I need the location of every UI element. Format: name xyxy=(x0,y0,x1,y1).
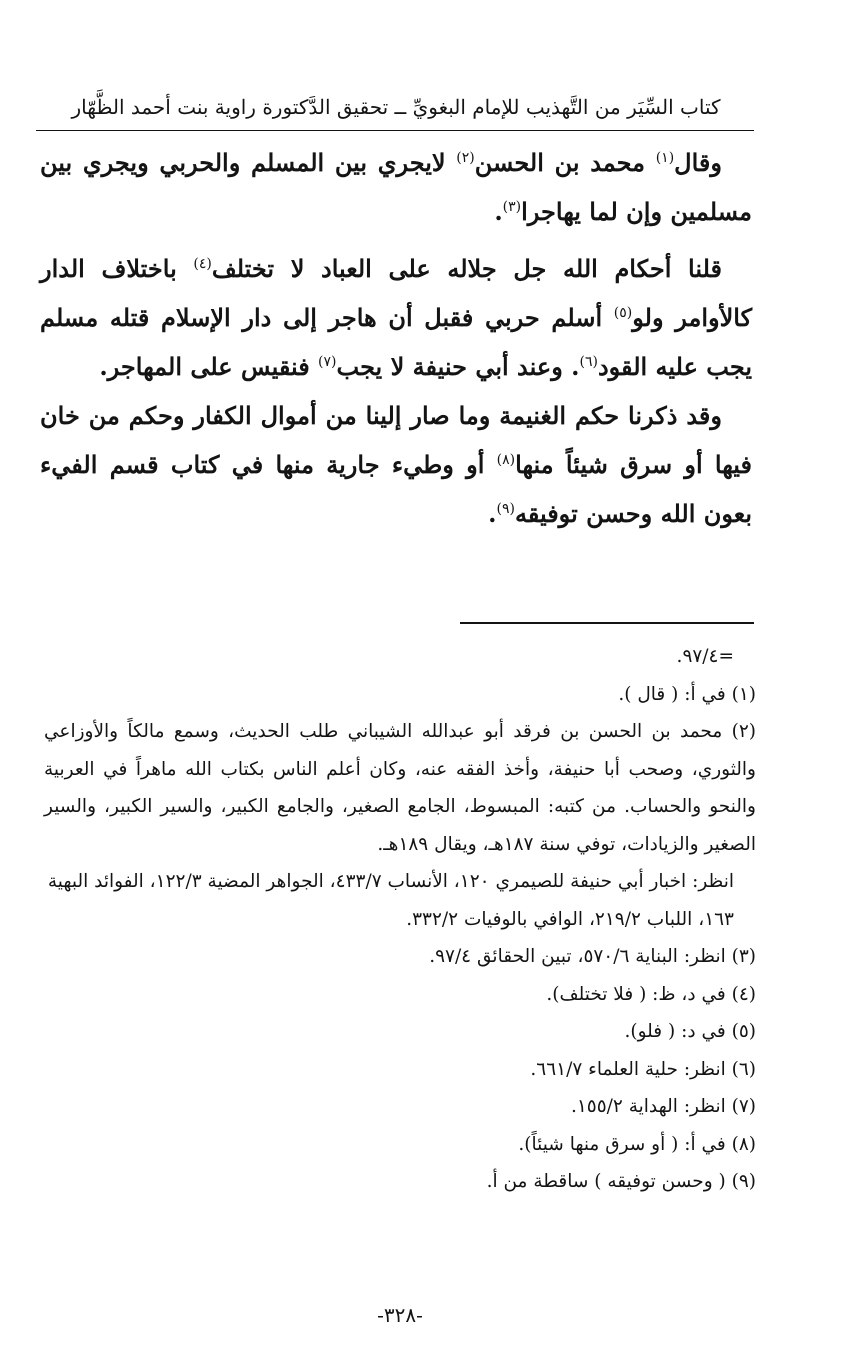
footnote-2: (٢) محمد بن الحسن بن فرقد أبو عبدالله الشيباني طلب الحديث، وسمع مالكاً والأوزاعي والثوري، وصحب أبا حنيفة، وأخذ الفقه عنه، وكان أعلم الناس بكتاب الله ماهراً في العربية والنحو والحساب. من كتبه: المبسوط، الجامع الصغير، والجامع الكبير، والسير الكبير، والسير الصغير والزيادات، توفي سنة ١٨٧هـ، ويقال ١٨٩هـ. xyxy=(44,721,756,855)
paragraph-3 xyxy=(40,391,752,538)
text-run: محمد بن الحسن xyxy=(474,148,656,177)
footnote-ref-6: (٦) xyxy=(579,354,598,370)
text-run: فنقيس على المهاجر. xyxy=(99,352,319,381)
text-run: قلنا أحكام الله جل جلاله على العباد لا تختلف xyxy=(211,254,722,283)
page-number: -٣٢٨- xyxy=(377,1303,423,1327)
footnote-ref-4: (٤) xyxy=(193,256,212,272)
text-run: باختلاف الدار كالأوامر ولو xyxy=(40,254,752,332)
footnote-ref-7: (٧) xyxy=(318,354,337,370)
footnote-6: (٦) انظر: حلية العلماء ٦٦١/٧. xyxy=(530,1058,756,1080)
footnote-ref-1: (١) xyxy=(655,150,675,166)
footnote-1: (١) في أ: ( قال ). xyxy=(618,683,756,705)
footnote-3: (٣) انظر: البناية ٥٧٠/٦، تبين الحقائق ٩٧/٤. xyxy=(429,946,756,967)
footnote-ref-9: (٩) xyxy=(496,501,515,517)
footnote-ref-2: (٢) xyxy=(456,150,475,166)
header-divider xyxy=(36,130,754,131)
paragraph-1 xyxy=(40,138,752,236)
footnote-ref-3: (٣) xyxy=(502,199,522,215)
footnote-7: (٧) انظر: الهداية ١٥٥/٢. xyxy=(570,1096,756,1117)
footnote-ref-8: (٨) xyxy=(496,452,516,468)
text-run: أو وطيء جارية منها في كتاب قسم الفيء بعون الله وحسن توفيقه xyxy=(40,450,752,528)
text-run: . وعند أبي حنيفة لا يجب xyxy=(336,352,580,381)
footnote-8: (٨) في أ: ( أو سرق منها شيئاً). xyxy=(518,1133,756,1155)
footnote-divider xyxy=(460,622,754,624)
running-header: كتاب السِّيَر من التَّهذيب للإمام البغويِّ ــ تحقيق الدَّكتورة راوية بنت أحمد الظَّهّار xyxy=(71,95,721,119)
main-text xyxy=(40,138,752,538)
footnote-carryover: =٩٧/٤. xyxy=(676,646,734,667)
footnote-2-sources: انظر: اخبار أبي حنيفة للصيمري ١٢٠، الأنساب ٤٣٣/٧، الجواهر المضية ١٢٢/٣، الفوائد البهية ١٦٣، اللباب ٢١٩/٢، الوافي بالوفيات ٣٣٢/٢. xyxy=(47,871,734,930)
footnote-ref-5: (٥) xyxy=(613,305,633,321)
text-run: وقال xyxy=(674,148,722,177)
footnotes xyxy=(44,638,756,1201)
paragraph-2 xyxy=(40,244,752,391)
footnote-5: (٥) في د: ( فلو). xyxy=(624,1021,756,1042)
text-run: وقد ذكرنا حكم الغنيمة وما صار إلينا من أموال الكفار وحكم من خان فيها أو سرق شيئاً منها xyxy=(40,401,752,479)
text-run: . xyxy=(494,197,503,226)
text-run: لايجري بين المسلم والحربي ويجري بين مسلمين وإن لما يهاجرا xyxy=(40,148,752,226)
text-run: أسلم حربي فقبل أن هاجر إلى دار الإسلام قتله مسلم يجب عليه القود xyxy=(40,303,752,381)
footnote-9: (٩) ( وحسن توفيقه ) ساقطة من أ. xyxy=(486,1171,756,1192)
text-run: . xyxy=(488,499,497,528)
footnote-4: (٤) في د، ظ: ( فلا تختلف). xyxy=(546,983,756,1005)
